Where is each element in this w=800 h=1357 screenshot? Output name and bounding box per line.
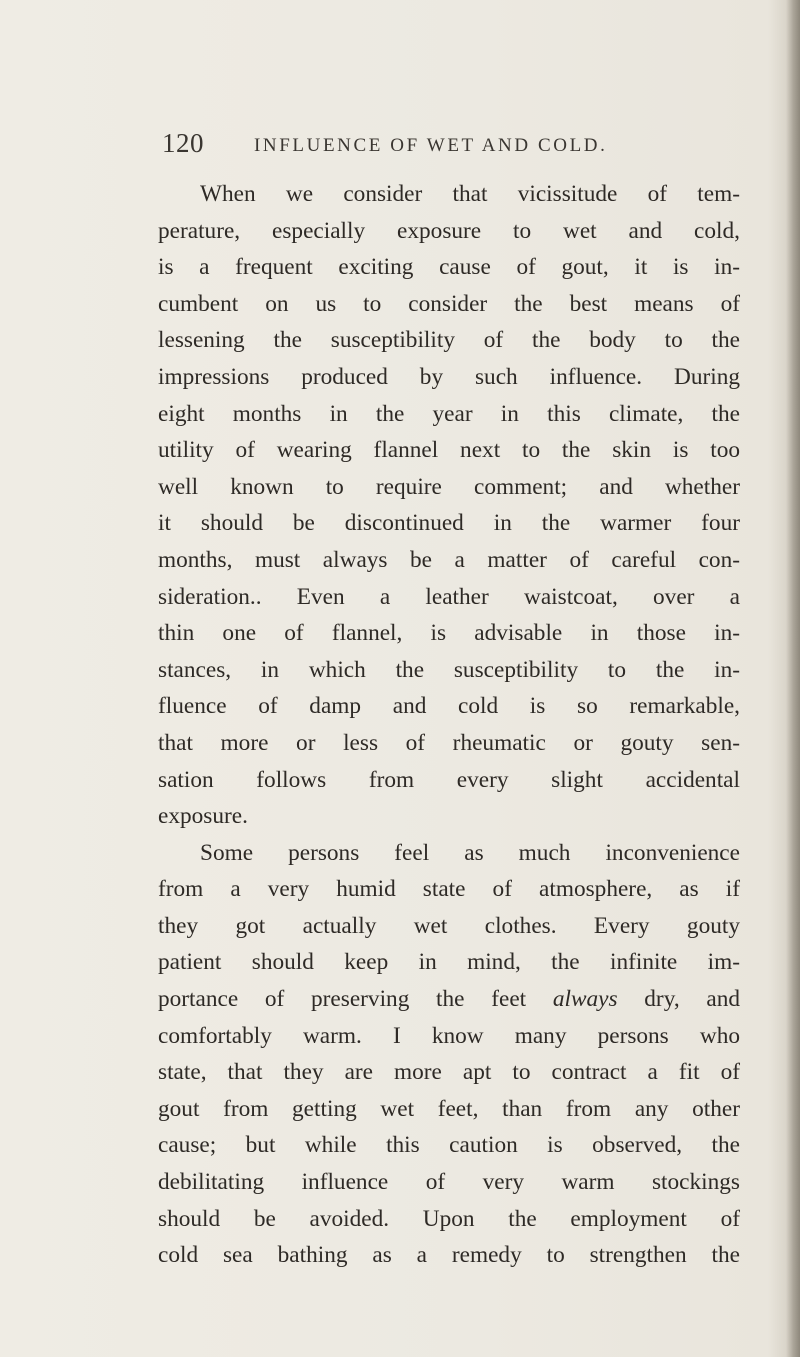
text-line: months, must always be a matter of careful con- <box>158 546 740 573</box>
text-segment: portance of preserving the feet <box>158 986 553 1013</box>
text-line: it should be discontinued in the warmer four <box>158 510 740 537</box>
text-line: is a frequent exciting cause of gout, it is in- <box>158 254 740 281</box>
text-line: cumbent on us to consider the best means of <box>158 290 740 317</box>
text-line: should be avoided. Upon the employment of <box>158 1205 740 1232</box>
text-line: lessening the susceptibility of the body to the <box>158 327 740 354</box>
text-line: utility of wearing flannel next to the skin is too <box>158 437 740 464</box>
text-line: sation follows from every slight accidental <box>158 766 740 793</box>
text-line: impressions produced by such influence. During <box>158 363 740 390</box>
text-segment: dry, and <box>617 986 740 1013</box>
text-line: thin one of flannel, is advisable in those in- <box>158 620 740 647</box>
text-line: gout from getting wet feet, than from any other <box>158 1095 740 1122</box>
text-line: that more or less of rheumatic or gouty sen- <box>158 729 740 756</box>
text-line: When we consider that vicissitude of tem- <box>200 181 740 207</box>
text-line: well known to require comment; and whether <box>158 473 740 500</box>
text-line: perature, especially exposure to wet and cold, <box>158 217 740 244</box>
text-line: fluence of damp and cold is so remarkable, <box>158 693 740 720</box>
page-gutter-shadow <box>786 0 800 1357</box>
text-line: eight months in the year in this climate, the <box>158 400 740 427</box>
text-line: state, that they are more apt to contract a fit of <box>158 1059 740 1086</box>
text-line-with-emphasis <box>158 981 740 1018</box>
emphasized-word: always <box>552 986 618 1013</box>
page-number: 120 <box>162 128 204 158</box>
body-text <box>158 176 740 1274</box>
page-header <box>0 128 800 168</box>
text-line: cause; but while this caution is observed, the <box>158 1132 740 1159</box>
text-line: they got actually wet clothes. Every gouty <box>158 912 740 939</box>
running-title: INFLUENCE OF WET AND COLD. <box>254 135 608 156</box>
text-line: comfortably warm. I know many persons who <box>158 1022 740 1049</box>
text-line: exposure. <box>158 803 248 830</box>
text-line: sideration.. Even a leather waistcoat, over a <box>158 583 740 610</box>
text-line: patient should keep in mind, the infinite im- <box>158 949 740 976</box>
text-line: from a very humid state of atmosphere, as if <box>158 876 740 903</box>
text-line: debilitating influence of very warm stockings <box>158 1169 740 1196</box>
text-line: stances, in which the susceptibility to the in- <box>158 656 740 683</box>
text-line: cold sea bathing as a remedy to strengthen the <box>158 1242 740 1269</box>
text-line: Some persons feel as much inconvenience <box>200 839 740 866</box>
